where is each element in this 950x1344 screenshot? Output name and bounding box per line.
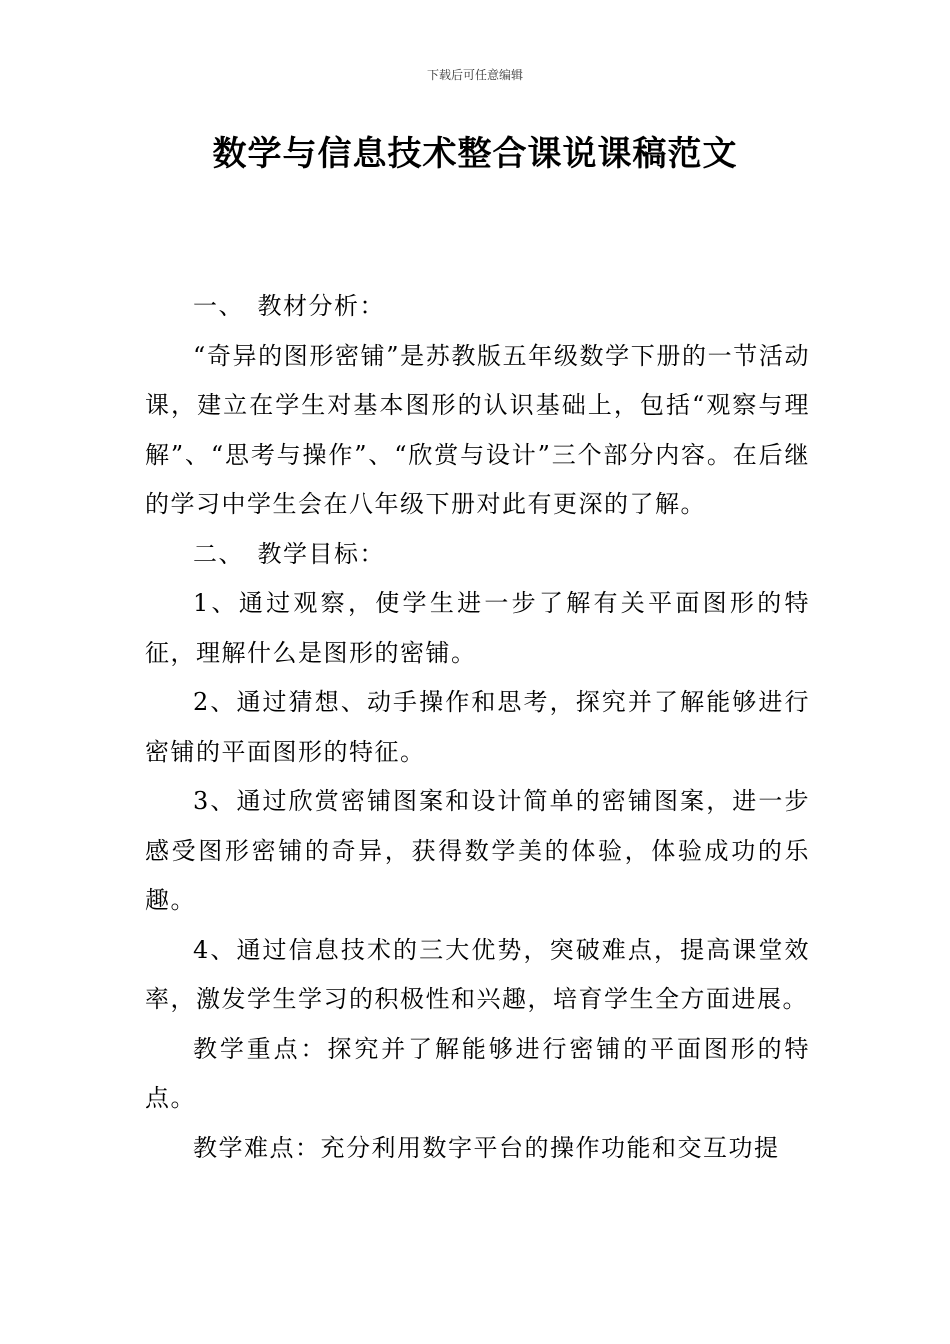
document-body — [145, 282, 810, 1173]
paragraph-textbook-analysis: “奇异的图形密铺”是苏教版五年级数学下册的一节活动课，建立在学生对基本图形的认识基础上，包括“观察与理解”、“思考与操作”、“欣赏与设计”三个部分内容。在后继的学习中学生会在八年级下册对此有更深的了解。 — [145, 341, 810, 518]
goal-item-4: 4、通过信息技术的三大优势，突破难点，提高课堂效率，激发学生学习的积极性和兴趣，培育学生全方面进展。 — [145, 935, 810, 1013]
goal-item-3: 3、通过欣赏密铺图案和设计简单的密铺图案，进一步感受图形密铺的奇异，获得数学美的体验，体验成功的乐趣。 — [145, 787, 810, 914]
teaching-difficulty: 教学难点：充分利用数字平台的操作功能和交互功提 — [193, 1133, 780, 1162]
goal-item-2: 2、通过猜想、动手操作和思考，探究并了解能够进行密铺的平面图形的特征。 — [145, 688, 810, 766]
section-heading-textbook-analysis: 一、 教材分析： — [193, 292, 385, 320]
teaching-key-point: 教学重点：探究并了解能够进行密铺的平面图形的特点。 — [145, 1034, 810, 1112]
goal-item-1: 1、通过观察，使学生进一步了解有关平面图形的特征，理解什么是图形的密铺。 — [145, 589, 810, 667]
header-note: 下载后可任意编辑 — [426, 68, 523, 82]
document-title: 数学与信息技术整合课说课稿范文 — [212, 134, 738, 174]
section-heading-teaching-goals: 二、 教学目标： — [193, 539, 385, 568]
